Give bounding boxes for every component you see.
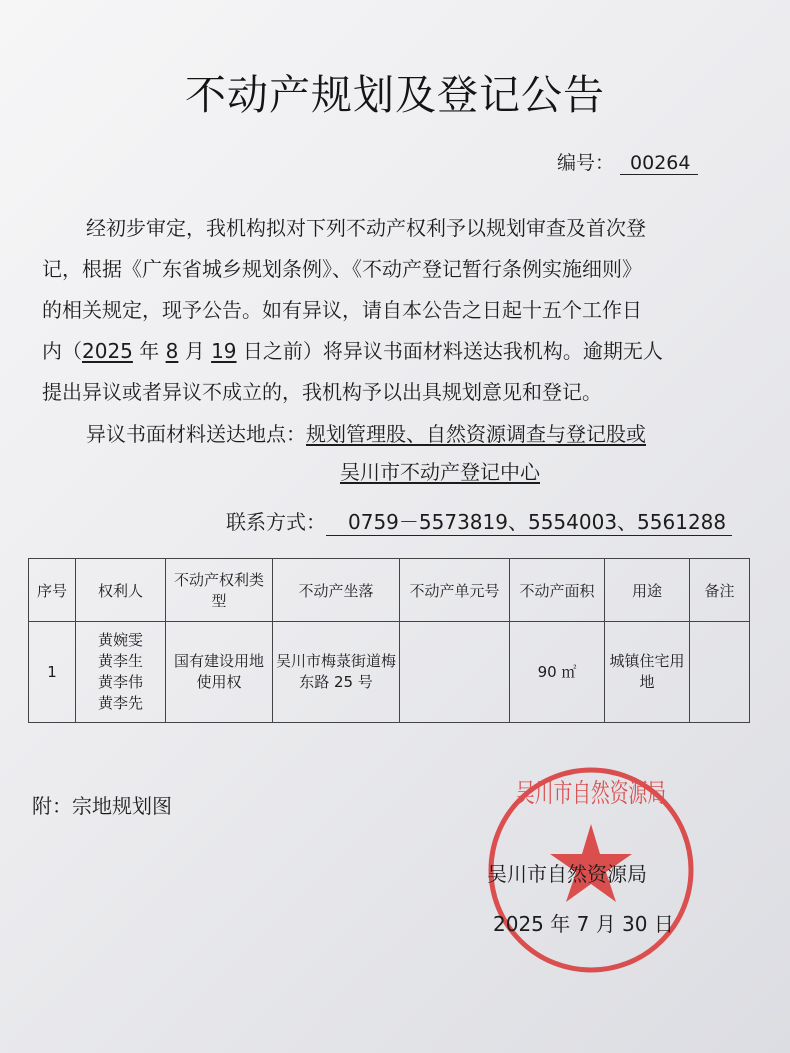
body-line: 记，根据《广东省城乡规划条例》、《不动产登记暂行条例实施细则》 [42,257,642,281]
deadline-prefix: 内（ [42,339,82,363]
contact-phones: 0759－5573819、5554003、5561288 [326,506,732,536]
table-row [29,622,750,723]
issuing-agency: 吴川市自然资源局 [487,862,647,886]
serial-value: 00264 [620,152,698,175]
seal-text: 吴川市自然资源局 [516,779,666,809]
body-line: 经初步审定，我机构拟对下列不动产权利予以规划审查及首次登 [86,216,646,240]
deadline-year: 2025 [82,339,133,363]
serial-number [557,148,698,175]
attachment-note: 附：宗地规划图 [32,794,172,818]
col-header: 不动产坐落 [273,559,400,622]
holder-name: 黄李伟 [97,673,143,691]
cell-area: 90 ㎡ [510,622,605,723]
col-header: 备注 [690,559,750,622]
issue-date: 2025 年 7 月 30 日 [493,912,674,936]
holder-name: 黄婉雯 [97,631,143,649]
month-unit: 月 [184,339,205,363]
year-unit: 年 [139,339,160,363]
address-line-2: 吴川市不动产登记中心 [340,460,540,484]
body-line-deadline [42,331,732,372]
contact-info [226,506,732,536]
objection-address-2 [340,456,540,485]
col-header: 不动产单元号 [400,559,510,622]
table-header-row [29,559,750,622]
cell-right-type: 国有建设用地使用权 [166,622,273,723]
property-table [28,558,750,723]
serial-label: 编号： [557,152,615,174]
notice-title: 不动产规划及登记公告 [185,71,605,119]
holder-name: 黄李先 [97,694,143,712]
col-header: 不动产权利类型 [166,559,273,622]
col-header: 序号 [29,559,76,622]
cell-unit-no [400,622,510,723]
body-line: 的相关规定，现予公告。如有异议，请自本公告之日起十五个工作日 [42,298,642,322]
address-line-1: 规划管理股、自然资源调查与登记股或 [306,422,646,446]
deadline-month: 8 [165,339,179,363]
deadline-suffix: 日之前）将异议书面材料送达我机构。逾期无人 [242,339,663,363]
col-header: 用途 [605,559,690,622]
contact-label: 联系方式： [226,510,326,534]
deadline-day: 19 [211,339,237,363]
objection-address [86,418,646,447]
address-label: 异议书面材料送达地点： [86,422,306,446]
body-line: 提出异议或者异议不成立的，我机构予以出具规划意见和登记。 [42,380,602,404]
cell-holders [76,622,166,723]
col-header: 不动产面积 [510,559,605,622]
cell-location: 吴川市梅菉街道梅东路 25 号 [273,622,400,723]
cell-use: 城镇住宅用地 [605,622,690,723]
cell-no: 1 [29,622,76,723]
cell-remark [690,622,750,723]
col-header: 权利人 [76,559,166,622]
notice-body [42,208,732,413]
holder-name: 黄李生 [97,652,143,670]
